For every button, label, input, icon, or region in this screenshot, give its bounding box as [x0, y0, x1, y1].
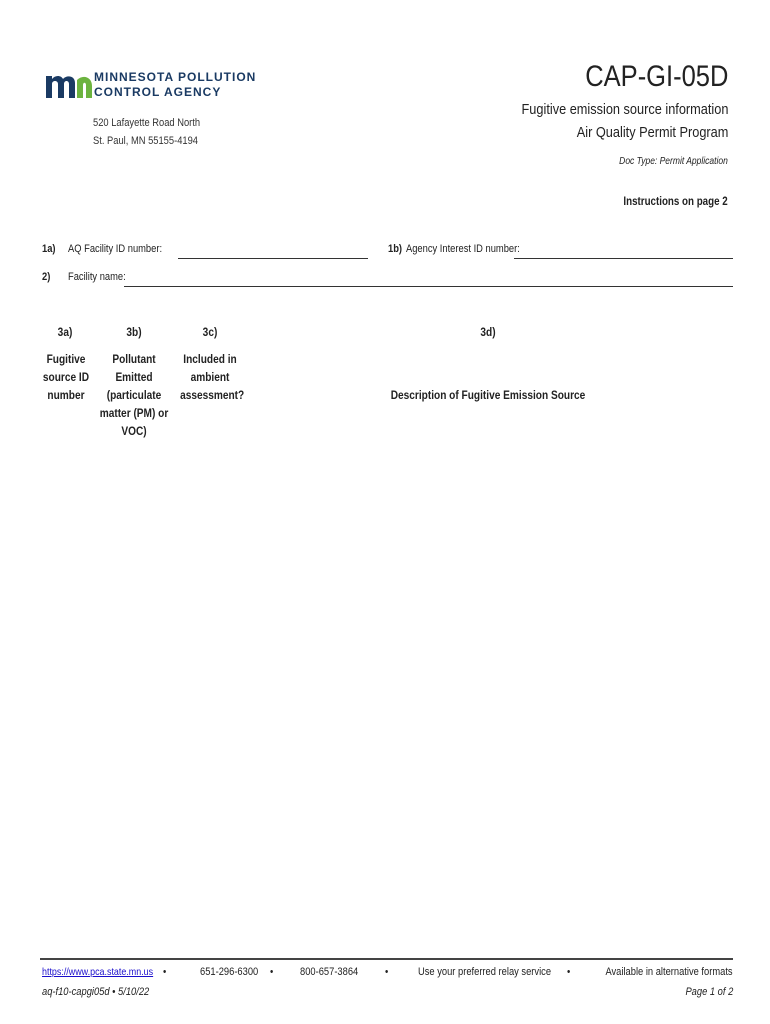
doc-type: Doc Type: Permit Application: [619, 156, 728, 167]
bullet: •: [163, 966, 167, 978]
bullet: •: [385, 966, 389, 978]
page-number: Page 1 of 2: [685, 986, 733, 998]
bullet: •: [270, 966, 274, 978]
col-3a-number: 3a): [57, 327, 73, 339]
col-3d-number: 3d): [480, 327, 496, 339]
field-1b-label: Agency Interest ID number:: [406, 243, 520, 255]
form-id-date: aq-f10-capgi05d • 5/10/22: [42, 986, 150, 998]
footer-divider: [40, 958, 733, 960]
field-1b-number: 1b): [388, 243, 403, 255]
col-3b-number: 3b): [126, 327, 142, 339]
facility-name-input[interactable]: [124, 286, 733, 287]
phone-local: 651-296-6300: [200, 966, 259, 978]
bullet: •: [567, 966, 571, 978]
form-title: Fugitive emission source information: [521, 101, 728, 118]
field-1a-number: 1a): [42, 243, 56, 255]
alt-formats: Available in alternative formats: [605, 966, 733, 978]
address-line-1: 520 Lafayette Road North: [93, 117, 201, 129]
address-line-2: St. Paul, MN 55155-4194: [93, 135, 199, 147]
field-1a-label: AQ Facility ID number:: [68, 243, 163, 255]
agency-name-1: MINNESOTA POLLUTION: [94, 70, 257, 84]
field-2-label: Facility name:: [68, 271, 126, 283]
col-3d-header: Description of Fugitive Emission Source: [390, 390, 586, 402]
col-3b-header: Pollutant Emitted (particulate matter (PM) or VOC): [99, 354, 169, 438]
program-name: Air Quality Permit Program: [576, 124, 728, 141]
col-3c-header: Included in ambient assessment?: [180, 354, 245, 402]
form-code: CAP-GI-05D: [584, 60, 728, 93]
mn-logo-icon: [46, 70, 92, 100]
col-3a-header: Fugitive source ID number: [42, 354, 90, 402]
aq-facility-id-input[interactable]: [178, 258, 368, 259]
agency-name-2: CONTROL AGENCY: [94, 85, 222, 99]
phone-tollfree: 800-657-3864: [300, 966, 359, 978]
website-link[interactable]: https://www.pca.state.mn.us: [42, 966, 154, 978]
relay-service: Use your preferred relay service: [418, 966, 552, 978]
instructions-note: Instructions on page 2: [623, 196, 728, 208]
field-2-number: 2): [42, 271, 51, 283]
agency-interest-id-input[interactable]: [514, 258, 733, 259]
col-3c-number: 3c): [202, 327, 218, 339]
agency-logo: [46, 70, 257, 105]
